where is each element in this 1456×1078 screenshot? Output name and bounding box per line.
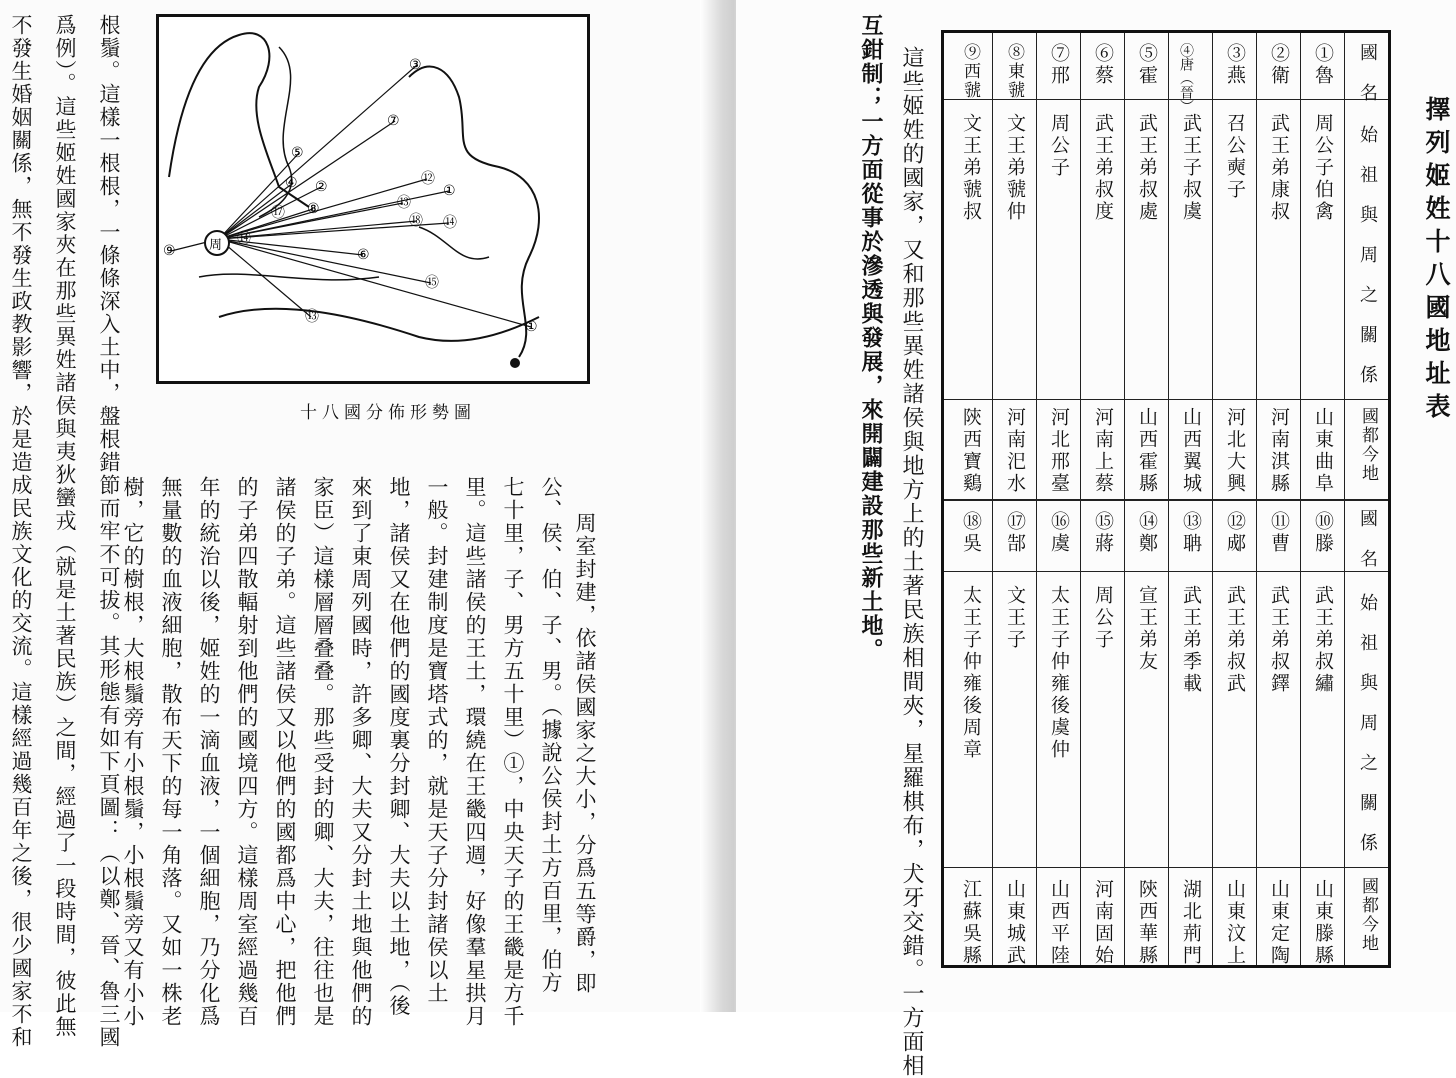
row-top-6-capital: 河南上蔡 xyxy=(1092,407,1114,495)
left-bottom-col-1: 周室封建，依諸侯國家之大小，分爲五等爵，即 xyxy=(573,512,597,995)
col-divider-8 xyxy=(1036,33,1037,965)
table-title: 擇列姬姓十八國地址表 xyxy=(1422,96,1451,426)
left-bottom-col-4: 里。這些諸侯的王土，環繞在王畿四週，好像羣星拱月 xyxy=(463,476,487,1028)
row-bottom-3-name: ⑫郕 xyxy=(1224,511,1246,555)
left-bottom-col-13: 樹，它的樹根，大根鬚旁有小根鬚，小根鬚旁又有小小 xyxy=(121,476,145,1028)
marker-1b: ① xyxy=(525,319,538,335)
row-bottom-5-ancestor: 宣王弟友 xyxy=(1136,585,1158,673)
left-bottom-col-8: 家臣）這樣層層叠叠。那些受封的卿、大夫，往往也是 xyxy=(311,476,335,1028)
marker-2: ② xyxy=(315,179,328,195)
right-body-col-2: 互鉗制；一方面從事於滲透與發展，來開闢建設那些新土地。 xyxy=(858,14,884,662)
row-bottom-6-ancestor: 周公子 xyxy=(1092,585,1114,651)
right-body-col-1: 這些姬姓的國家，又和那些異姓諸侯與地方上的土著民族相間夾，星羅棋布，犬牙交錯。一方面相 xyxy=(899,46,924,1078)
row-top-6-name: ⑥蔡 xyxy=(1092,43,1114,87)
marker-4: ④ xyxy=(285,175,298,191)
marker-14: ⑭ xyxy=(237,231,251,247)
left-top-col-3: 不發生婚姻關係，無不發生政教影響，於是造成民族文化的交流。這樣經過幾百年之後，很少國家不和 xyxy=(9,14,33,1049)
row-top-4-capital: 山西翼城 xyxy=(1180,407,1202,495)
row-bottom-7-capital: 山西平陸 xyxy=(1048,879,1070,967)
row-top-1-name: ①魯 xyxy=(1312,43,1334,87)
marker-6: ⑥ xyxy=(357,247,370,263)
row-top-1-ancestor: 周公子伯禽 xyxy=(1312,113,1334,223)
left-bottom-col-12: 無量數的血液細胞，散布天下的每一角落。又如一株老 xyxy=(159,476,183,1028)
row-bottom-9-ancestor: 太王子仲雍後周章 xyxy=(960,585,982,761)
row-bottom-6-capital: 河南固始 xyxy=(1092,879,1114,967)
row-top-4-ancestor: 武王子叔虞 xyxy=(1180,113,1202,223)
col-divider-3 xyxy=(1256,33,1257,965)
map-svg xyxy=(159,17,587,381)
marker-17: ⑱ xyxy=(409,213,423,229)
map-caption: 十八國分佈形勢圖 xyxy=(300,403,476,423)
row-bottom-4-capital: 湖北荊門 xyxy=(1180,879,1202,967)
row-bottom-4-name: ⑬聃 xyxy=(1180,511,1202,555)
header-capital-top: 國都今地 xyxy=(1358,407,1378,483)
row-bottom-2-capital: 山東定陶 xyxy=(1268,879,1290,967)
row-bottom-1-ancestor: 武王弟叔繡 xyxy=(1312,585,1334,695)
left-bottom-col-5: 一般。封建制度是寶塔式的，就是天子分封諸侯以土 xyxy=(425,476,449,1005)
row-top-2-capital: 河南淇縣 xyxy=(1268,407,1290,495)
row-bottom-2-name: ⑪曹 xyxy=(1268,511,1290,555)
marker-15: ⑮ xyxy=(425,275,439,291)
row-bottom-9-name: ⑱吳 xyxy=(960,511,982,555)
row-bottom-8-name: ⑰郜 xyxy=(1004,511,1026,555)
row-top-9-ancestor: 文王弟虢叔 xyxy=(960,113,982,223)
radiating-lines xyxy=(171,65,531,327)
col-divider-9 xyxy=(992,33,993,965)
marker-10: ⑭ xyxy=(443,215,457,231)
left-bottom-col-6: 地，諸侯又在他們的國度裏分封卿、大夫以土地，（後 xyxy=(387,476,411,1018)
row-top-7-capital: 河北邢臺 xyxy=(1048,407,1070,495)
row-top-8-name: ⑧東虢 xyxy=(1004,43,1024,100)
col-divider-4 xyxy=(1212,33,1213,965)
row-top-9-capital: 陝西寶鷄 xyxy=(960,407,982,495)
map-markers xyxy=(163,57,538,335)
row-top-3-name: ③燕 xyxy=(1224,43,1246,87)
row-bottom-2-ancestor: 武王弟叔鐸 xyxy=(1268,585,1290,695)
row-top-7-ancestor: 周公子 xyxy=(1048,113,1070,179)
row-top-5-capital: 山西霍縣 xyxy=(1136,407,1158,495)
row-bottom-5-capital: 陝西華縣 xyxy=(1136,879,1158,967)
col-divider-2 xyxy=(1300,33,1301,965)
row-bottom-6-name: ⑮蔣 xyxy=(1092,511,1114,555)
header-name-top: 國名 xyxy=(1357,43,1378,123)
marker-16: ⑰ xyxy=(271,205,285,221)
header-name-bottom: 國名 xyxy=(1357,509,1378,589)
marker-9: ⑨ xyxy=(163,243,176,259)
marker-7: ⑦ xyxy=(387,113,400,129)
left-bottom-col-3: 七十里，子、男方五十里）①，中央天子的王畿是方千 xyxy=(501,476,525,1028)
col-divider-7 xyxy=(1080,33,1081,965)
left-bottom-col-11: 年的統治以後，姬姓的一滴血液，一個細胞，乃分化爲 xyxy=(197,476,221,1028)
row-bottom-7-name: ⑯虞 xyxy=(1048,511,1070,555)
marker-13: ⑬ xyxy=(305,309,319,325)
left-top-col-2: 爲例）。這些姬姓國家夾在那些異姓諸侯與夷狄蠻戎（就是土著民族）之間，經過了一段時間，彼此無 xyxy=(53,14,77,1039)
row-top-2-name: ②衛 xyxy=(1268,43,1290,87)
row-bottom-8-ancestor: 文王子 xyxy=(1004,585,1026,651)
left-bottom-col-2: 公、侯、伯、子、男。（據說公侯封土方百里，伯方 xyxy=(539,476,563,995)
row-top-7-name: ⑦邢 xyxy=(1048,43,1070,87)
row-bottom-3-capital: 山東汶上 xyxy=(1224,879,1246,967)
marker-11: ⑬ xyxy=(397,195,411,211)
river-2 xyxy=(219,309,539,341)
row-bottom-3-ancestor: 武王弟叔武 xyxy=(1224,585,1246,695)
marker-5: ⑤ xyxy=(291,145,304,161)
row-bottom-8-capital: 山東城武 xyxy=(1004,879,1026,967)
marker-8: ⑧ xyxy=(307,201,320,217)
header-ancestor-top: 始祖與周之關係 xyxy=(1357,125,1378,405)
hline-middle xyxy=(944,499,1388,501)
row-bottom-5-name: ⑭鄭 xyxy=(1136,511,1158,555)
hline-header-bottom xyxy=(944,571,1388,572)
left-bottom-col-10: 的子弟四散輻射到他們的國境四方。這樣周室經過幾百 xyxy=(235,476,259,1028)
row-top-3-ancestor: 召公奭子 xyxy=(1224,113,1246,201)
left-page xyxy=(0,0,720,1049)
header-ancestor-bottom: 始祖與周之關係 xyxy=(1357,593,1378,873)
marker-12: ⑫ xyxy=(421,171,435,187)
row-bottom-7-ancestor: 太王子仲雍後虞仲 xyxy=(1048,585,1070,761)
row-top-6-ancestor: 武王弟叔度 xyxy=(1092,113,1114,223)
hline-top-mid xyxy=(944,399,1388,400)
row-top-1-capital: 山東曲阜 xyxy=(1312,407,1334,495)
hline-bottom-mid xyxy=(944,867,1388,868)
map-dot xyxy=(510,358,520,368)
row-bottom-9-capital: 江蘇吳縣 xyxy=(960,879,982,967)
row-bottom-1-capital: 山東滕縣 xyxy=(1312,879,1334,967)
map-figure xyxy=(156,14,590,384)
row-top-2-ancestor: 武王弟康叔 xyxy=(1268,113,1290,223)
row-top-5-ancestor: 武王弟叔處 xyxy=(1136,113,1158,223)
row-top-9-name: ⑨西虢 xyxy=(960,43,980,100)
marker-3: ③ xyxy=(409,57,422,73)
left-bottom-col-7: 來到了東周列國時，許多卿、大夫又分封土地與他們的 xyxy=(349,476,373,1028)
left-top-col-1: 根鬚。這樣一根根，一條條深入土中，盤根錯節而牢不可拔。其形態有如下頁圖：（以鄭、晉、魯三國 xyxy=(97,14,121,1049)
row-bottom-4-ancestor: 武王弟季載 xyxy=(1180,585,1202,695)
col-divider-1 xyxy=(1344,33,1345,965)
header-capital-bottom: 國都今地 xyxy=(1358,877,1378,953)
row-top-5-name: ⑤霍 xyxy=(1136,43,1158,87)
data-table xyxy=(941,30,1391,968)
left-bottom-col-9: 諸侯的子弟。這些諸侯又以他們的國都爲中心，把他們 xyxy=(273,476,297,1028)
coast-east xyxy=(409,67,539,357)
marker-1: ① xyxy=(443,183,456,199)
col-divider-6 xyxy=(1124,33,1125,965)
right-page xyxy=(736,0,1456,1078)
row-top-8-ancestor: 文王弟虢仲 xyxy=(1004,113,1026,223)
zhou-label: 周 xyxy=(209,238,223,253)
row-top-8-capital: 河南汜水 xyxy=(1004,407,1026,495)
row-bottom-1-name: ⑩滕 xyxy=(1312,511,1334,555)
col-divider-5 xyxy=(1168,33,1169,965)
river-4 xyxy=(419,227,489,259)
row-top-4-name: ④唐（晉） xyxy=(1178,43,1194,113)
row-top-3-capital: 河北大興 xyxy=(1224,407,1246,495)
